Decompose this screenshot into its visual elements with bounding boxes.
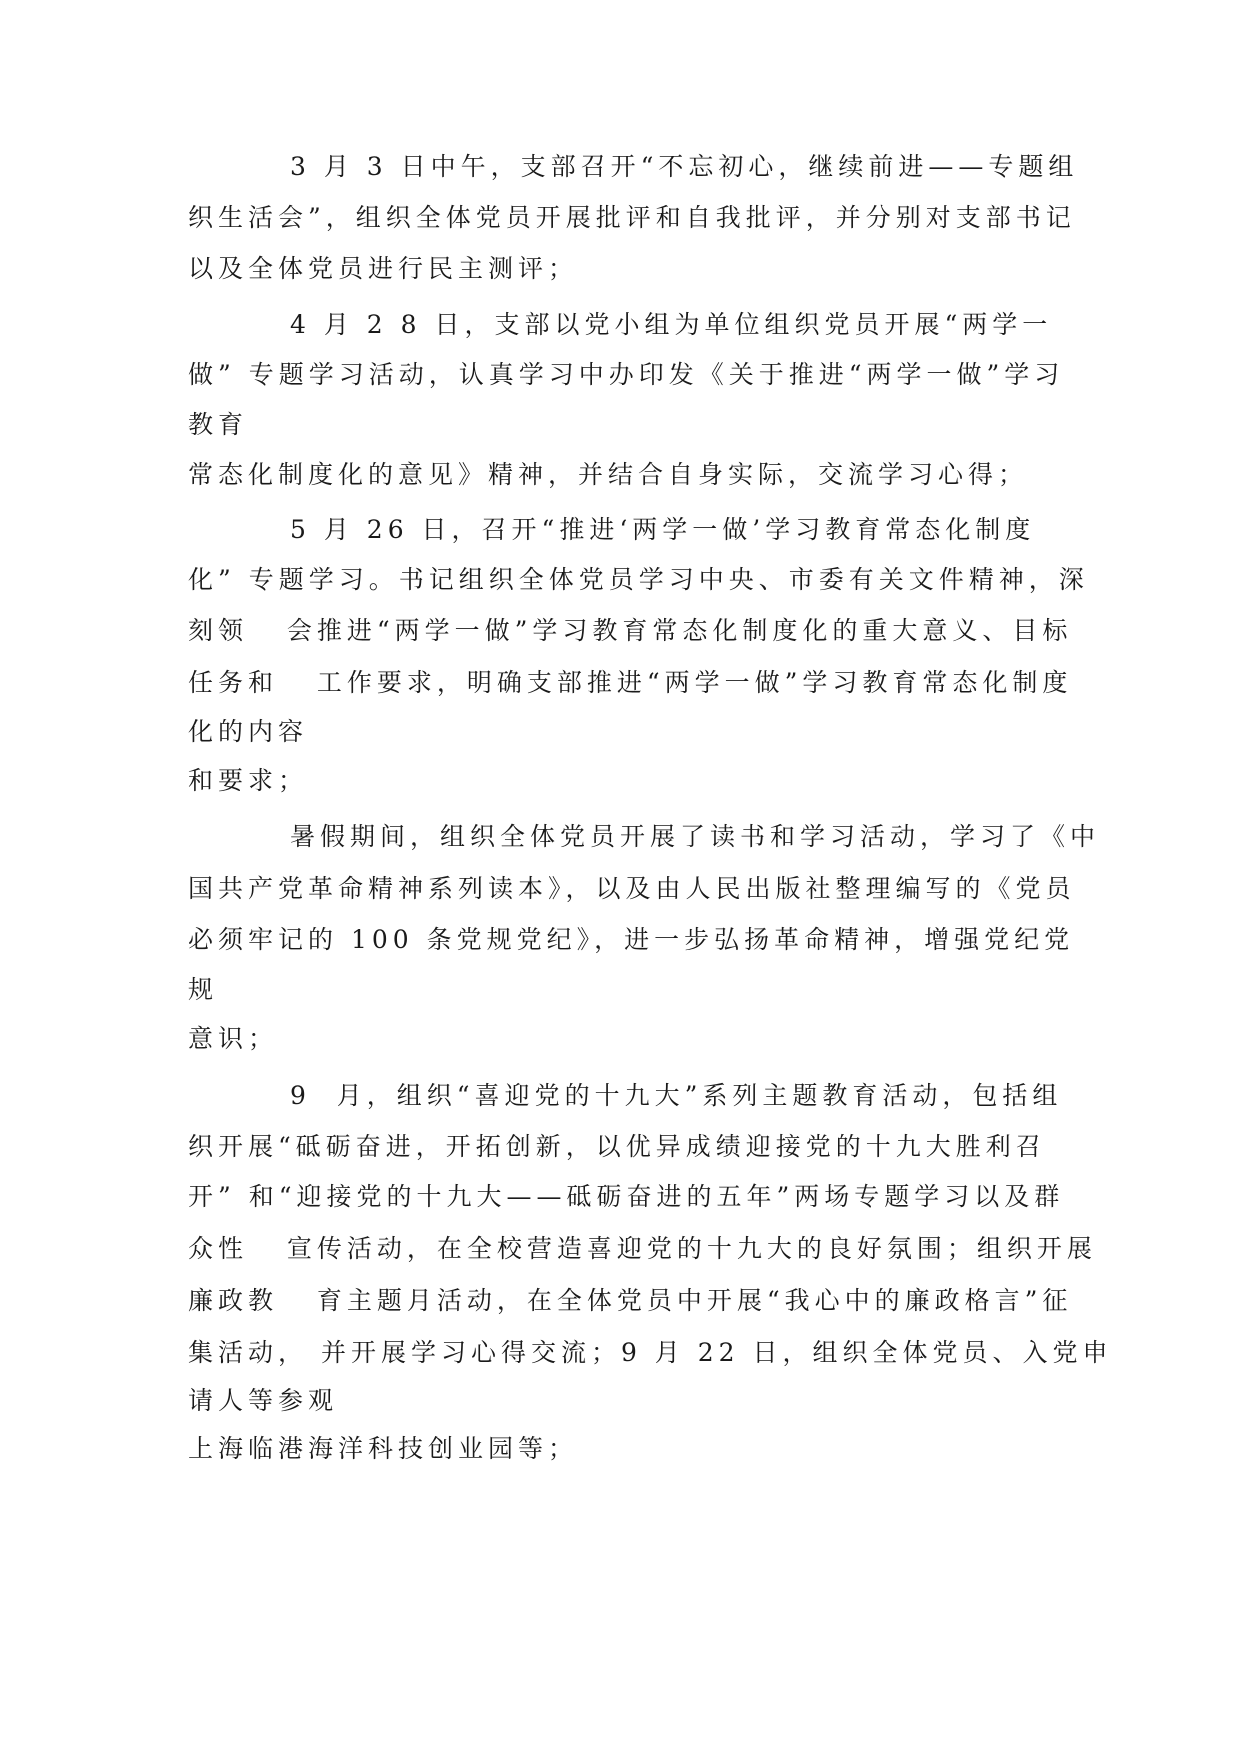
text-line: 教育	[188, 410, 249, 439]
text-line: 国共产党革命精神系列读本》，以及由人民出版社整理编写的《党员	[188, 874, 1076, 903]
text-line: 化” 专题学习。书记组织全体党员学习中央、市委有关文件精神，深	[188, 565, 1089, 594]
text-line: 意识；	[188, 1024, 279, 1053]
text-line: 规	[188, 975, 219, 1004]
text-line: 请人等参观	[188, 1386, 339, 1415]
text-line: 暑假期间，组织全体党员开展了读书和学习活动，学习了《中	[290, 822, 1101, 851]
text-line: 刻领 会推进“两学一做”学习教育常态化制度化的重大意义、目标	[188, 616, 1073, 645]
text-line: 5 月 26 日，召开“推进‘两学一做’学习教育常态化制度	[290, 515, 1036, 544]
text-line: 集活动， 并开展学习心得交流；9 月 22 日，组织全体党员、入党申	[188, 1338, 1113, 1367]
text-line: 必须牢记的 100 条党规党纪》，进一步弘扬革命精神，增强党纪党	[188, 925, 1075, 954]
text-line: 众性 宣传活动，在全校营造喜迎党的十九大的良好氛围；组织开展	[188, 1234, 1097, 1263]
text-line: 以及全体党员进行民主测评；	[188, 254, 579, 283]
text-line: 常态化制度化的意见》精神，并结合自身实际，交流学习心得；	[188, 460, 1029, 489]
text-line: 开” 和“迎接党的十九大——砥砺奋进的五年”两场专题学习以及群	[188, 1182, 1065, 1211]
text-line: 3 月 3 日中午，支部召开“不忘初心，继续前进——专题组	[290, 152, 1079, 181]
text-line: 4 月 2 8 日，支部以党小组为单位组织党员开展“两学一	[290, 310, 1053, 339]
text-line: 廉政教 育主题月活动，在全体党员中开展“我心中的廉政格言”征	[188, 1286, 1073, 1315]
text-line: 和要求；	[188, 766, 309, 795]
text-line: 上海临港海洋科技创业园等；	[188, 1434, 579, 1463]
text-line: 9 月，组织“喜迎党的十九大”系列主题教育活动，包括组	[290, 1081, 1063, 1110]
text-line: 做” 专题学习活动，认真学习中办印发《关于推进“两学一做”学习	[188, 360, 1065, 389]
text-line: 任务和 工作要求，明确支部推进“两学一做”学习教育常态化制度	[188, 668, 1073, 697]
text-line: 化的内容	[188, 717, 309, 746]
text-line: 织开展“砥砺奋进，开拓创新，以优异成绩迎接党的十九大胜利召	[188, 1132, 1046, 1161]
text-line: 织生活会”，组织全体党员开展批评和自我批评，并分别对支部书记	[188, 203, 1076, 232]
